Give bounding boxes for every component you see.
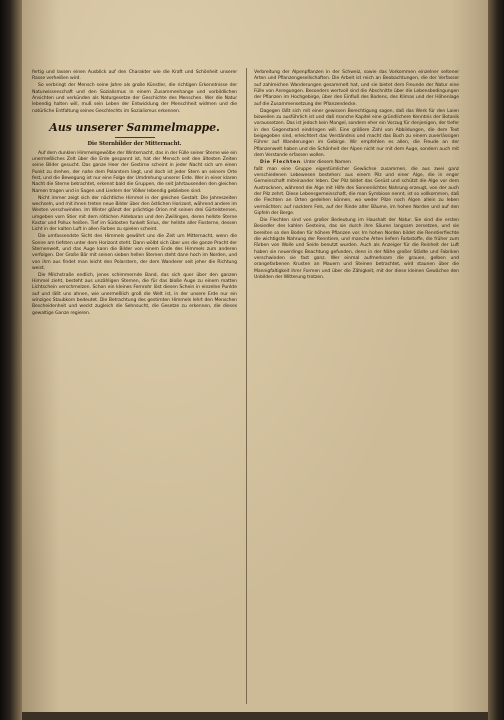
lichen-intro: Die Flechten. Unter diesem Namen xyxy=(260,159,351,165)
title-rule xyxy=(115,137,155,138)
section-subtitle: Die Sternbilder der Mitternacht. xyxy=(87,140,182,147)
lichen-paragraph-1: faßt man eine Gruppe eigentümlicher Gewächse zusammen, die aus zwei ganz verschiedenen Lebewesen bestehen: aus einem Pilz und einer Alge, die in enger Gemeinschaft miteinander leben. Der Pilz bildet das Gerüst und schützt die Alge vor dem Austrocknen, während die Alge mit Hilfe des Sonnenlichtes Nahrung erzeugt, von der auch der Pilz zehrt. Diese Lebensgemeinschaft, die man Symbiose nennt, ist so vollkommen, daß die Flechten an Orten gedeihen können, wo weder Pilze noch Algen allein zu leben vermöchten: auf nacktem Fels, auf der Rinde alter Bäume, im hohen Norden und auf den Gipfeln der Berge. xyxy=(254,166,459,217)
lichen-paragraph-2: Die Flechten sind von großer Bedeutung im Haushalt der Natur. Sie sind die ersten Besiedler des kahlen Gesteins, das sie durch ihre Säuren langsam zersetzen, und sie bereiten so den Boden für höhere Pflanzen vor. Im hohen Norden bildet die Renntierflechte die wichtigste Nahrung der Renntiere, und manche Arten liefern Farbstoffe, die früher zum Färben von Wolle und Seide benutzt wurden. Auch als Anzeiger für die Reinheit der Luft haben sie neuerdings Beachtung gefunden, denn in der Nähe großer Städte und Fabriken verschwinden sie fast ganz. Wer einmal aufmerksam die grauen, gelben und orangefarbenen Krusten an Mauern und Steinen betrachtet, wird staunen über die Mannigfaltigkeit ihrer Formen und über die Zähigkeit, mit der diese kleinen Gewächse den Unbilden der Witterung trotzen. xyxy=(254,217,459,280)
review-paragraph-2: Dagegen läßt sich mit einer gewissen Berechtigung sagen, daß das Werk für den Laien bisweilen zu ausführlich ist und daß manche Kapitel eine gründlichere Kenntnis der Botanik voraussetzen. Das ist jedoch kein Mangel, sondern eher ein Vorzug für denjenigen, der tiefer in den Gegenstand eindringen will. Eine größere Zahl von Abbildungen, die dem Text beigegeben sind, erleichtert das Verständnis und macht das Buch zu einem zuverlässigen Führer auf Wanderungen im Gebirge. Wir empfehlen es allen, die Freude an der Pflanzenwelt haben und die Schönheit der Alpen nicht nur mit dem Auge, sondern auch mit dem Verstande erfassen wollen. xyxy=(254,108,459,158)
left-column xyxy=(32,70,237,317)
page-edge-bottom xyxy=(22,712,488,720)
newspaper-page xyxy=(22,0,488,712)
intro-paragraph-2: So verbringt der Mensch seine Jahre als große Künstler, die richtigen Erkenntnisse der Naturwissenschaft und den Sozialismus in einem Zusammenhange und vorbildlichen Ansichten und verkünden als Naturgesetze der Geschichte des Menschen. Wer die Natur lebendig halten will, muß sein Leben der Entwicklung der Menschheit widmen und die natürliche Entfaltung seines Geschlechts im Sozialismus erkennen. xyxy=(32,83,237,114)
page-edge-right xyxy=(488,0,504,720)
article-paragraph-4: Die Milchstraße endlich, jenes schimmernde Band, das sich quer über den ganzen Himmel zieht, besteht aus unzähligen Sternen, die für das bloße Auge zu einem matten Lichtschein verschmelzen. Schon ein kleines Fernrohr löst diesen Schein in einzelne Punkte auf und läßt uns ahnen, wie unermeßlich groß die Welt ist, in der unsere Erde nur ein winziges Staubkorn bedeutet. Die Betrachtung des gestirnten Himmels lehrt den Menschen Bescheidenheit und weckt zugleich die Sehnsucht, die Gesetze zu erkennen, die dieses gewaltige Ganze regieren. xyxy=(32,272,237,316)
book-binding-shadow xyxy=(0,0,22,720)
review-paragraph-1: Verbreitung der Alpenpflanzen in der Schweiz, sowie das Vorkommen einzelner seltener Arten und Pflanzengesellschaften. Die Arbeit ist reich an Beobachtungen, die der Verfasser auf zahlreichen Wanderungen gesammelt hat, und sie bietet dem Freunde der Natur eine Fülle von Anregungen. Besonders wertvoll sind die Abschnitte über die Lebensbedingungen der Pflanzen im Hochgebirge, über den Einfluß des Bodens, des Klimas und der Höhenlage auf die Zusammensetzung der Pflanzendecke. xyxy=(254,70,459,107)
right-column xyxy=(254,70,459,281)
intro-paragraph-1: fertig und lassen einen Ausblick auf den Charakter wie die Kraft und Schönheit unserer Rasse verheißen wird. xyxy=(32,70,237,82)
section-title: Aus unserer Sammelmappe. xyxy=(49,120,220,134)
article-paragraph-1: Auf dem dunklen Himmelsgewölbe der Winternacht, das in der Fülle seiner Sterne wie ein unermeßliches Zelt über die Erde gespannt ist, hat der Mensch seit den ältesten Zeiten seine Bilder gesucht. Das ganze Heer der Gestirne scheint in jeder Nacht sich um einen Punkt zu drehen, der nahe dem Polarstern liegt, und doch ist jeder Stern an seinem Orte fest, und die Bewegung ist nur eine Folge der Umdrehung unserer Erde. Wer in einer klaren Nacht die Sterne betrachtet, erkennt bald die Gruppen, die seit Jahrtausenden den gleichen Namen tragen und in Sagen und Liedern der Völker lebendig geblieben sind. xyxy=(32,150,237,194)
article-paragraph-3: Die umfassendste Sicht des Himmels gewährt uns die Zeit um Mitternacht, wenn die Sonne am tiefsten unter dem Horizont steht. Dann wölbt sich über uns die ganze Pracht der Sternenwelt, und das Auge kann die Bilder von einem Ende des Himmels zum anderen verfolgen. Der Große Bär mit seinen sieben hellen Sternen steht dann hoch im Norden, und von ihm aus findet man leicht den Polarstern, der dem Wanderer seit jeher die Richtung weist. xyxy=(32,234,237,271)
article-paragraph-2: Nicht immer zeigt sich der nächtliche Himmel in der gleichen Gestalt. Die Jahreszeiten wechseln, und mit ihnen treten neue Bilder über den östlichen Horizont, während andere im Westen verschwinden. Im Winter glänzt der prächtige Orion mit seinen drei Gürtelsternen, umgeben vom Stier mit dem rötlichen Aldebaran und den Zwillingen, deren hellste Sterne Kastor und Pollux heißen. Tief im Südosten funkelt Sirius, der hellste aller Fixsterne, dessen Licht in der kalten Luft in allen Farben zu spielen scheint. xyxy=(32,195,237,233)
lichen-intro-text: Unter diesem Namen xyxy=(303,159,351,165)
lichen-section-label: Die Flechten xyxy=(260,159,301,165)
column-divider xyxy=(246,68,247,704)
